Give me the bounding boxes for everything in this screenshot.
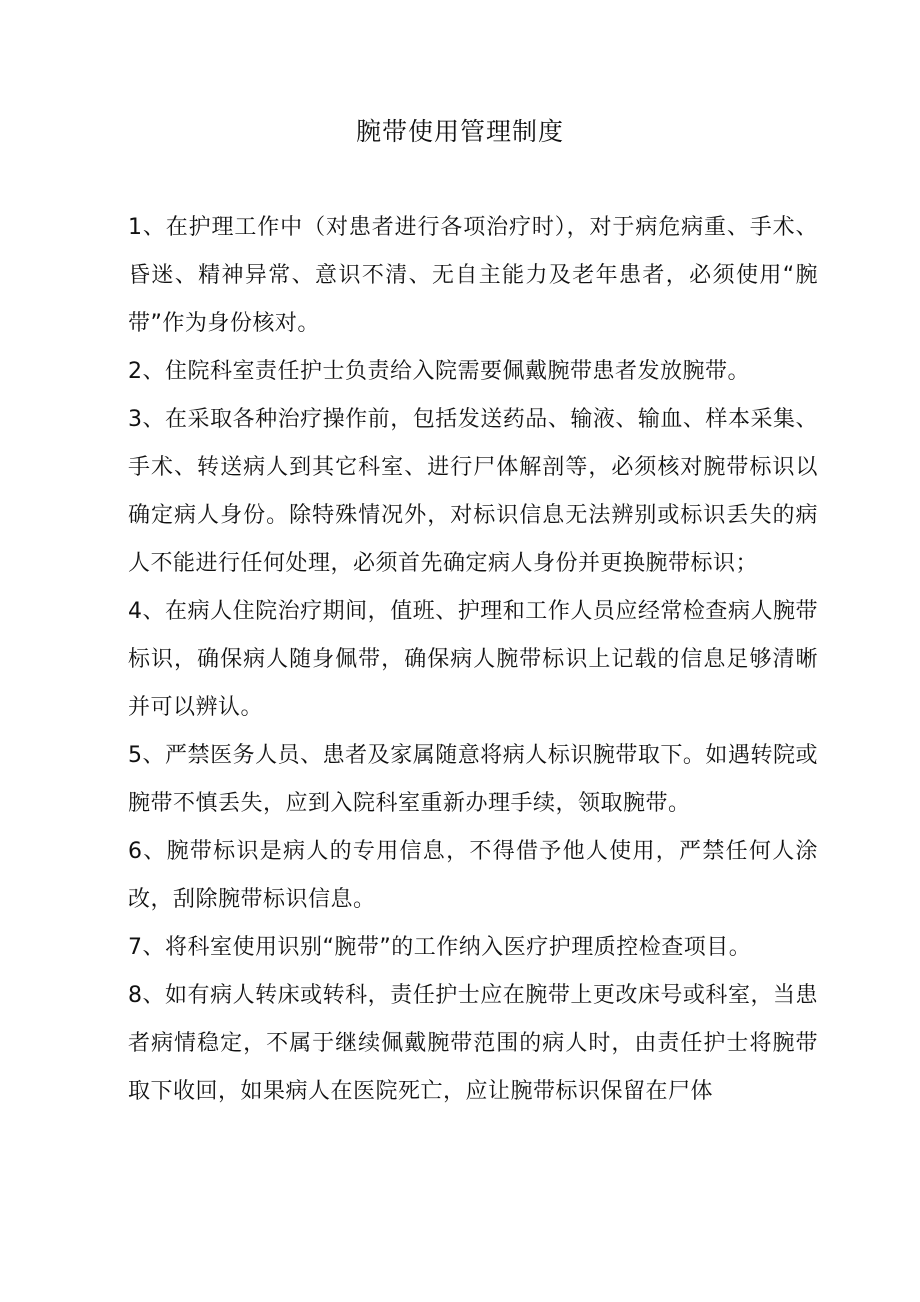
paragraph-3: 3、在采取各种治疗操作前，包括发送药品、输液、输血、样本采集、手术、转送病人到其它科室、进行尸体解剖等，必须核对腕带标识以确定病人身份。除特殊情况外，对标识信息无法辨别或标识丢失的病人不能进行任何处理，必须首先确定病人身份并更换腕带标识； bbox=[128, 407, 818, 576]
document-title: 腕带使用管理制度 bbox=[355, 117, 564, 146]
paragraph-6: 6、腕带标识是病人的专用信息，不得借予他人使用，严禁任何人涂改，刮除腕带标识信息。 bbox=[128, 839, 818, 912]
paragraph-1: 1、在护理工作中（对患者进行各项治疗时），对于病危病重、手术、昏迷、精神异常、意识不清、无自主能力及老年患者，必须使用“腕带”作为身份核对。 bbox=[128, 215, 818, 336]
paragraph-2: 2、住院科室责任护士负责给入院需要佩戴腕带患者发放腕带。 bbox=[128, 359, 750, 384]
document-body bbox=[128, 204, 818, 1116]
paragraph-8: 8、如有病人转床或转科，责任护士应在腕带上更改床号或科室，当患者病情稳定，不属于继续佩戴腕带范围的病人时，由责任护士将腕带取下收回，如果病人在医院死亡，应让腕带标识保留在尸体 bbox=[128, 983, 818, 1104]
paragraph-5: 5、严禁医务人员、患者及家属随意将病人标识腕带取下。如遇转院或腕带不慎丢失，应到入院科室重新办理手续，领取腕带。 bbox=[128, 743, 818, 816]
paragraph-7: 7、将科室使用识别“腕带”的工作纳入医疗护理质控检查项目。 bbox=[128, 935, 752, 960]
paragraph-4: 4、在病人住院治疗期间，值班、护理和工作人员应经常检查病人腕带标识，确保病人随身佩带，确保病人腕带标识上记载的信息足够清晰并可以辨认。 bbox=[128, 599, 818, 720]
